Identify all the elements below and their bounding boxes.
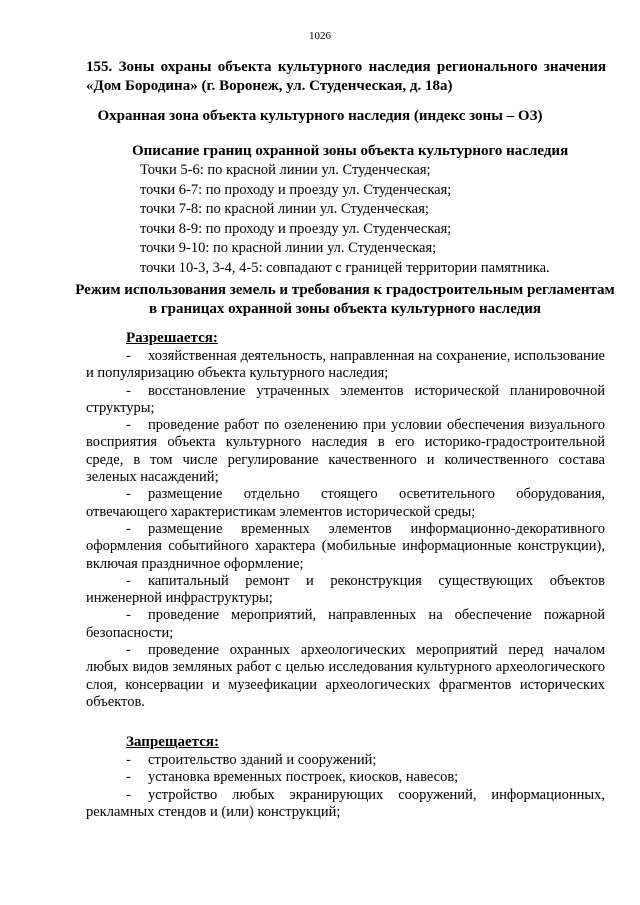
boundary-point: точки 8-9: по проходу и проезду ул. Студенческая; (140, 220, 452, 237)
boundary-point: точки 7-8: по красной линии ул. Студенческая; (140, 201, 429, 217)
prohibited-item-text: строительство зданий и сооружений; (148, 752, 377, 768)
list-dash: - (126, 572, 131, 589)
list-dash: - (126, 382, 131, 399)
permitted-section (86, 329, 605, 711)
prohibited-item (86, 752, 605, 769)
list-dash: - (126, 786, 131, 803)
permitted-item (86, 486, 605, 521)
list-dash: - (126, 348, 131, 364)
prohibited-item-text: установка временных построек, киосков, навесов; (148, 769, 459, 786)
page-number: 1026 (309, 30, 331, 42)
permitted-list (86, 348, 605, 711)
list-dash: - (126, 769, 131, 786)
permitted-item (86, 607, 605, 642)
permitted-item (86, 521, 605, 573)
list-dash: - (126, 486, 131, 503)
prohibited-item (86, 769, 605, 786)
prohibited-section (86, 733, 605, 821)
regime-title: Режим использования земель и требования к градостроительным регламентам в границах охранной зоны объекта культурного наследия (75, 282, 615, 317)
boundary-title: Описание границ охранной зоны объекта культурного наследия (132, 143, 569, 159)
permitted-item-text: восстановление утраченных элементов исторической планировочной структуры; (86, 382, 605, 416)
list-dash: - (126, 607, 131, 624)
permitted-item-text: капитальный ремонт и реконструкция существующих объектов инженерной инфраструктуры; (86, 572, 605, 607)
list-dash: - (126, 520, 131, 537)
boundary-point: точки 10-3, 3-4, 4-5: совпадают с границей территории памятника. (140, 259, 550, 276)
boundary-points-list (132, 161, 602, 278)
permitted-item-text: проведение работ по озеленению при условии обеспечения визуального восприятия объекта культурного наследия в его историко-градостроительной среде, в том числе регулирование качественного и количественного состава зеленых насаждений; (86, 417, 605, 486)
boundary-point: точки 6-7: по проходу и проезду ул. Студенческая; (140, 181, 452, 198)
permitted-item (86, 642, 605, 711)
permitted-label: Разрешается: (126, 330, 218, 346)
permitted-item-text: размещение временных элементов информационно-декоративного оформления событийного характера (мобильные информационные конструкции), включая праздничное оформление; (86, 520, 605, 572)
zone-title: Охранная зона объекта культурного наследия (индекс зоны – ОЗ) (97, 108, 543, 124)
list-dash: - (126, 752, 131, 768)
permitted-item (86, 573, 605, 608)
permitted-item-text: хозяйственная деятельность, направленная на сохранение, использование и популяризацию объекта культурного наследия; (86, 348, 605, 382)
permitted-item-text: проведение охранных археологических мероприятий перед началом любых видов земляных работ с целью исследования культурного археологического слоя, консервации и музеефикации археологических фрагментов исторических объектов. (86, 642, 605, 710)
list-dash: - (126, 642, 131, 659)
boundary-point: Точки 5-6: по красной линии ул. Студенческая; (140, 162, 431, 178)
prohibited-label: Запрещается: (126, 734, 220, 750)
document-heading: 155. Зоны охраны объекта культурного наследия регионального значения «Дом Бородина» (г. Воронеж, ул. Студенческая, д. 18а) (86, 59, 606, 94)
permitted-item (86, 417, 605, 486)
list-dash: - (126, 417, 131, 434)
permitted-item-text: проведение мероприятий, направленных на обеспечение пожарной безопасности; (86, 607, 605, 641)
boundary-section (132, 142, 602, 278)
permitted-item (86, 348, 605, 383)
prohibited-item (86, 787, 605, 822)
prohibited-list (86, 752, 605, 821)
permitted-item (86, 383, 605, 418)
permitted-item-text: размещение отдельно стоящего осветительного оборудования, отвечающего характеристикам элементов исторической среды; (86, 486, 605, 520)
boundary-point: точки 9-10: по красной линии ул. Студенческая; (140, 240, 437, 256)
prohibited-item-text: устройство любых экранирующих сооружений, информационных, рекламных стендов и (или) конструкций; (86, 786, 605, 820)
